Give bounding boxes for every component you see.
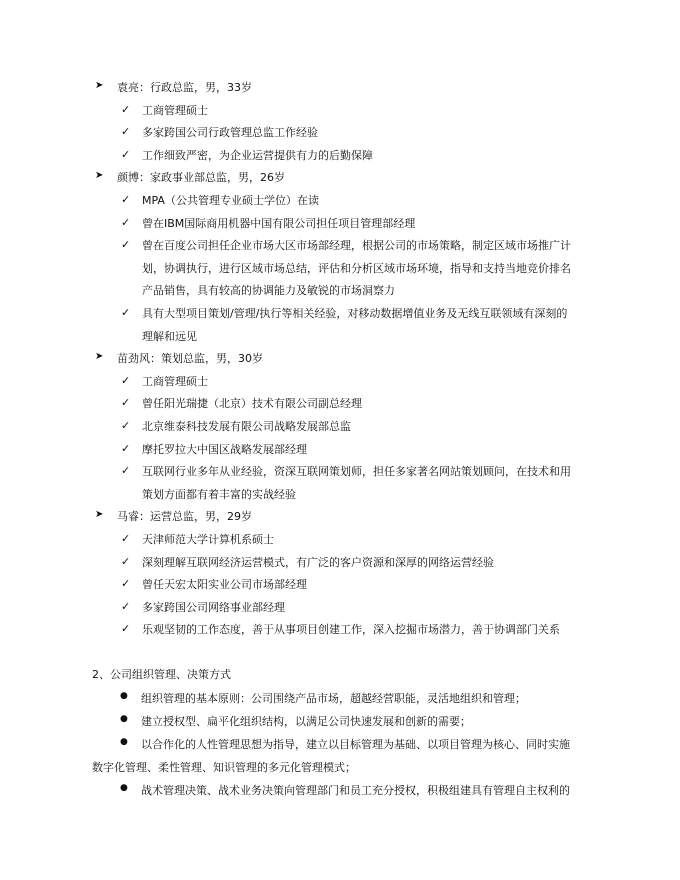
list-item: 工商管理硕士 <box>142 374 208 388</box>
list-item-continuation: 产品销售，具有较高的协调能力及敏锐的市场洞察力 <box>142 284 395 298</box>
list-item: 工商管理硕士 <box>142 103 208 117</box>
checkmark-icon: ✓ <box>121 622 131 636</box>
checkmark-icon: ✓ <box>121 102 131 116</box>
rule-item: 以合作化的人性管理思想为指导，建立以目标管理为基础、以项目管理为核心、同时实施 <box>141 737 570 751</box>
checkmark-icon: ✓ <box>121 396 131 410</box>
checkmark-icon: ✓ <box>121 464 131 478</box>
checkmark-icon: ✓ <box>121 599 131 613</box>
person-header: 袁亮：行政总监，男，33岁 <box>117 81 252 94</box>
section-heading: 2、公司组织管理、决策方式 <box>92 668 231 681</box>
list-item: 多家跨国公司网络事业部经理 <box>142 600 285 614</box>
checkmark-icon: ✓ <box>121 215 131 229</box>
arrow-right-icon: ➤ <box>95 351 104 363</box>
person-header: 苗劲风：策划总监，男，30岁 <box>117 352 263 366</box>
arrow-right-icon: ➤ <box>95 170 104 182</box>
list-item: 摩托罗拉大中国区战略发展部经理 <box>142 442 307 456</box>
checkmark-icon: ✓ <box>121 306 131 319</box>
list-item: 深刻理解互联网经济运营模式，有广泛的客户资源和深厚的网络运营经验 <box>142 555 494 569</box>
list-item: 曾任天宏太阳实业公司市场部经理 <box>142 578 307 592</box>
checkmark-icon: ✓ <box>121 147 131 161</box>
list-item: 多家跨国公司行政管理总监工作经验 <box>142 126 318 140</box>
person-header: 马睿：运营总监，男，29岁 <box>117 510 252 524</box>
checkmark-icon: ✓ <box>121 554 131 568</box>
list-item-continuation: 理解和远见 <box>142 329 197 343</box>
list-item: 工作细致严密，为企业运营提供有力的后勤保障 <box>142 148 373 162</box>
bullet-dot-icon: ● <box>120 736 128 747</box>
checkmark-icon: ✓ <box>121 441 131 455</box>
list-item: 乐观坚韧的工作态度，善于从事项目创建工作，深入挖掘市场潜力，善于协调部门关系 <box>142 623 560 637</box>
checkmark-icon: ✓ <box>121 373 131 387</box>
person-header: 颜博：家政事业部总监，男，26岁 <box>117 171 285 185</box>
bullet-dot-icon: ● <box>120 782 128 793</box>
rule-item: 战术管理决策、战术业务决策向管理部门和员工充分授权，积极组建具有管理自主权利的 <box>141 783 570 797</box>
bullet-dot-icon: ● <box>120 690 128 701</box>
list-item: 曾在百度公司担任企业市场大区市场部经理，根据公司的市场策略，制定区域市场推广计 <box>142 239 571 253</box>
list-item: 曾任阳光瑞捷（北京）技术有限公司副总经理 <box>142 397 362 411</box>
checkmark-icon: ✓ <box>121 419 131 432</box>
checkmark-icon: ✓ <box>121 125 131 139</box>
bullet-dot-icon: ● <box>120 713 128 724</box>
list-item: 曾在IBM国际商用机器中国有限公司担任项目管理部经理 <box>142 216 416 230</box>
list-item: 互联网行业多年从业经验，资深互联网策划师，担任多家著名网站策划顾问，在技术和用 <box>142 465 571 479</box>
checkmark-icon: ✓ <box>121 193 131 206</box>
list-item: 具有大型项目策划/管理/执行等相关经验，对移动数据增值业务及无线互联领域有深刻的 <box>142 307 568 320</box>
rule-item: 建立授权型、扁平化组织结构，以满足公司快速发展和创新的需要； <box>141 714 471 728</box>
list-item-continuation: 划，协调执行，进行区域市场总结，评估和分析区域市场环境，指导和支持当地竞价排名 <box>142 261 571 275</box>
checkmark-icon: ✓ <box>121 532 131 545</box>
list-item-continuation: 策划方面都有着丰富的实战经验 <box>142 487 296 501</box>
arrow-right-icon: ➤ <box>95 80 104 91</box>
rule-item-continuation: 数字化管理、柔性管理、知识管理的多元化管理模式； <box>92 760 356 774</box>
checkmark-icon: ✓ <box>121 238 131 252</box>
list-item: MPA（公共管理专业硕士学位）在读 <box>142 194 319 207</box>
checkmark-icon: ✓ <box>121 577 131 591</box>
list-item: 北京维泰科技发展有限公司战略发展部总监 <box>142 420 351 433</box>
list-item: 天津师范大学计算机系硕士 <box>142 533 274 546</box>
rule-item: 组织管理的基本原则：公司围绕产品市场，超越经营职能，灵活地组织和管理； <box>141 691 526 705</box>
arrow-right-icon: ➤ <box>95 509 104 521</box>
